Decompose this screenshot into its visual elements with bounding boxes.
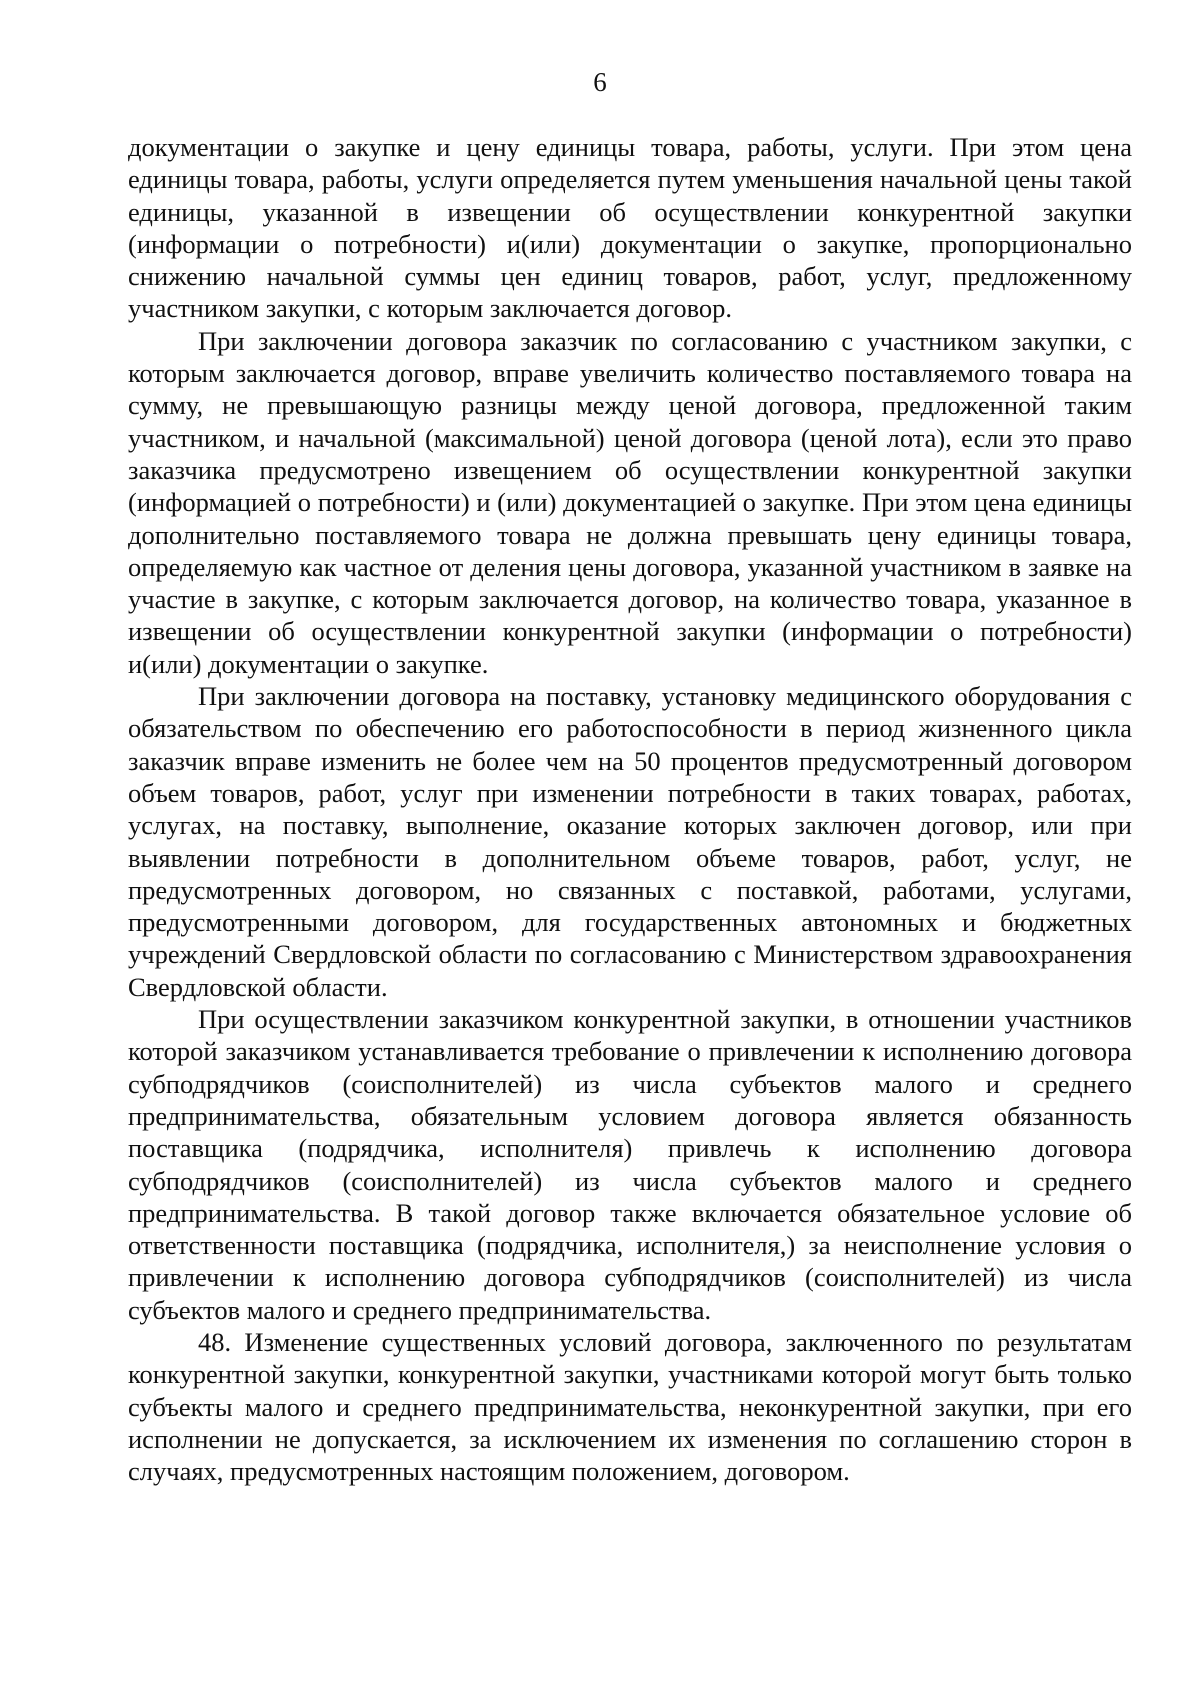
paragraph-quantity-increase: При заключении договора заказчик по согласованию с участником закупки, с которым заключается договор, вправе увеличить количество поставляемого товара на сумму, не превышающую разницы между ценой договора, предложенной таким участником, и начальной (максимальной) ценой договора (ценой лота), если это право заказчика предусмотрено извещением об осуществлении конкурентной закупки (информацией о потребности) и (или) документацией о закупке. При этом цена единицы дополнительно поставляемого товара не должна превышать цену единицы товара, определяемую как частное от деления цены договора, указанной участником в заявке на участие в закупке, с которым заключается договор, на количество товара, указанное в извещении об осуществлении конкурентной закупки (информации о потребности) и(или) документации о закупке.	[128, 325, 1132, 679]
paragraph-48-contract-changes: 48. Изменение существенных условий договора, заключенного по результатам конкурентной закупки, конкурентной закупки, участниками которой могут быть только субъекты малого и среднего предпринимательства, неконкурентной закупки, при его исполнении не допускается, за исключением их изменения по соглашению сторон в случаях, предусмотренных настоящим положением, договором.	[128, 1326, 1132, 1487]
paragraph-subcontractors: При осуществлении заказчиком конкурентной закупки, в отношении участников которой заказчиком устанавливается требование о привлечении к исполнению договора субподрядчиков (соисполнителей) из числа субъектов малого и среднего предпринимательства, обязательным условием договора является обязанность поставщика (подрядчика, исполнителя) привлечь к исполнению договора субподрядчиков (соисполнителей) из числа субъектов малого и среднего предпринимательства. В такой договор также включается обязательное условие об ответственности поставщика (подрядчика, исполнителя,) за неисполнение условия о привлечении к исполнению договора субподрядчиков (соисполнителей) из числа субъектов малого и среднего предпринимательства.	[128, 1004, 1132, 1325]
page-number: 6	[593, 67, 607, 97]
paragraph-continuation: документации о закупке и цену единицы товара, работы, услуги. При этом цена единицы товара, работы, услуги определяется путем уменьшения начальной цены такой единицы, указанной в извещении об осуществлении конкурентной закупки (информации о потребности) и(или) документации о закупке, пропорционально снижению начальной суммы цен единиц товаров, работ, услуг, предложенному участником закупки, с которым заключается договор.	[128, 132, 1132, 324]
document-body	[128, 131, 1132, 1487]
paragraph-medical-equipment: При заключении договора на поставку, установку медицинского оборудования с обязательством по обеспечению его работоспособности в период жизненного цикла заказчик вправе изменить не более чем на 50 процентов предусмотренный договором объем товаров, работ, услуг при изменении потребности в таких товарах, работах, услугах, на поставку, выполнение, оказание которых заключен договор, или при выявлении потребности в дополнительном объеме товаров, работ, услуг, не предусмотренных договором, но связанных с поставкой, работами, услугами, предусмотренными договором, для государственных автономных и бюджетных учреждений Свердловской области по согласованию с Министерством здравоохранения Свердловской области.	[128, 681, 1132, 1002]
